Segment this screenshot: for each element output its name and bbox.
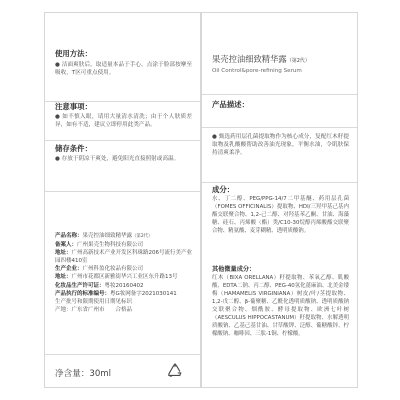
notice-text: ● 如不慎入眼，请用大量清水清洗；由于个人肤质差异，如有不适，建议立即停用此类产品。 bbox=[55, 114, 192, 129]
usage-body: 洁面爽肤后，取适量本品于手心，点涂于脸部按摩至吸收，T区可重点使用。 bbox=[55, 62, 192, 77]
maker-row bbox=[55, 265, 192, 273]
title-gen: （第2代） bbox=[286, 58, 310, 64]
storage-section bbox=[55, 144, 192, 163]
product-info bbox=[55, 232, 192, 314]
ingredients-heading: 成分： bbox=[212, 185, 235, 194]
standard-label: 产品执行的标准编号： bbox=[55, 290, 111, 297]
license-label: 化妆品生产许可证： bbox=[55, 282, 105, 289]
filer-row bbox=[55, 241, 192, 249]
title-cn-text: 果壳控油细致精华露 bbox=[212, 54, 287, 64]
ingredients-section bbox=[212, 185, 349, 235]
origin-note: 产地：广东省广州市 合格品 bbox=[55, 306, 133, 313]
other-ingredients-text: 红木（BIXA ORELLANA）籽提取物、苯氧乙醇、肌酸酸、EDTA二钠、丙二醇、PEG-40氢化蓖麻油、北美金缕梅（HAMAMELIS VIRGINIANA）树皮/叶/茎提取物、1,2-戊二醇、β-葡聚糖、乙酰化透明质酸钠、透明质酸钠交联聚合物、烟酰胺、酵母提取物、欧洲七叶树（AESCULUS HIPPOCASTANUM）籽提取物、水解透明质酸钠、乙基己基甘油、甘草酸钾、泛醇、葡糖酸锌、柠檬酸钠、咖啡因、三肽-1铜、柠檬酸。 bbox=[212, 275, 349, 338]
filer-address-row bbox=[55, 249, 192, 265]
recycle-icon-graphic bbox=[167, 363, 183, 379]
maker-value: 广州科盈化妆品有限公司 bbox=[82, 266, 144, 273]
usage-text: ● 洁面爽肤后，取适量本品于手心，点涂于脸部按摩至吸收，T区可重点使用。 bbox=[55, 62, 192, 77]
maker-address-value: 广州市花都区新雅街华兴工业区东升路13号 bbox=[71, 274, 178, 281]
divider bbox=[45, 191, 200, 192]
product-title bbox=[212, 54, 349, 75]
other-ingredients-heading: 其他微量成分： bbox=[212, 266, 256, 273]
divider bbox=[45, 140, 200, 141]
storage-text: ● 存放于阴凉干爽处，避免阳光直接照射或高温。 bbox=[55, 156, 180, 162]
filer-label: 备案人： bbox=[55, 242, 78, 249]
filer-value: 广州果壳生物科技有限公司 bbox=[77, 242, 144, 249]
description-section bbox=[212, 133, 349, 158]
left-label-panel bbox=[44, 12, 201, 388]
product-title-cn bbox=[212, 54, 349, 67]
date-note: 生产批号和限期使用日期见标识 bbox=[55, 298, 133, 305]
description-heading: 产品描述： bbox=[212, 100, 249, 109]
storage-heading: 储存条件： bbox=[55, 144, 92, 153]
other-ingredients-section bbox=[212, 266, 349, 338]
storage-body: 存放于阴凉干爽处，避免阳光直接照射或高温。 bbox=[61, 156, 180, 162]
divider bbox=[45, 354, 200, 355]
maker-label: 生产企业： bbox=[55, 266, 83, 273]
usage-heading: 使用方法： bbox=[55, 49, 92, 58]
standard-row bbox=[55, 290, 192, 298]
notice-body: 如不慎入眼，请用大量清水清洗；由于个人肤质差异，如有不适，建议立即停用此类产品。 bbox=[55, 114, 192, 129]
description-body: 甄选药用层孔菌提取物作为核心成分，复配红木籽提取物及乳酸酸帮助改善油光现象，平衡水油，令肌肤保持清爽柔净。 bbox=[212, 134, 349, 157]
right-label-panel bbox=[201, 12, 358, 388]
product-title-en: Oil Control&pore-refining Serum bbox=[212, 68, 302, 74]
divider bbox=[202, 182, 357, 183]
divider bbox=[202, 94, 357, 95]
notice-heading: 注意事项： bbox=[55, 102, 92, 111]
description-text: ● 甄选药用层孔菌提取物作为核心成分，复配红木籽提取物及乳酸酸帮助改善油光现象，平衡水油，令肌肤保持清爽柔净。 bbox=[212, 134, 349, 157]
divider bbox=[202, 127, 357, 128]
product-name-row bbox=[55, 232, 192, 241]
description-heading-wrap bbox=[212, 100, 349, 110]
filer-address-value: 广州高新技术产业开发区科珠路206号流行美产业园四楼410室 bbox=[55, 250, 193, 265]
product-gen: （第2代） bbox=[132, 234, 153, 239]
product-name-value: 果壳控油细致精华露 bbox=[82, 233, 133, 239]
maker-address-label: 地址： bbox=[55, 274, 72, 281]
net-volume: 净含量：30ml bbox=[55, 369, 112, 379]
standard-value: 粤G妆网备字2021030141 bbox=[110, 290, 177, 297]
license-value: 粤妆20160402 bbox=[104, 282, 144, 289]
usage-section bbox=[55, 49, 192, 77]
notice-section bbox=[55, 102, 192, 129]
product-name-label: 产品名称： bbox=[55, 233, 83, 239]
license-row bbox=[55, 282, 192, 290]
maker-address-row bbox=[55, 273, 192, 281]
ingredients-text: 水、丁二醇、PEG/PPG-14/7二甲基醚、药用层孔菌（FOMES OFFICINALIS）提取物、HDI/三羟甲基己基内酯交联聚合物、1,2-己二醇、对羟基苯乙酮、甘油、海藻糖、硅石、丙烯酸（酯）类/C10-30烷醇丙烯酸酯交联聚合物、精氨酸、麦芽糊精、透明质酸钠。 bbox=[212, 196, 349, 234]
filer-address-label: 地址： bbox=[55, 250, 72, 257]
recycle-icon bbox=[167, 363, 183, 379]
